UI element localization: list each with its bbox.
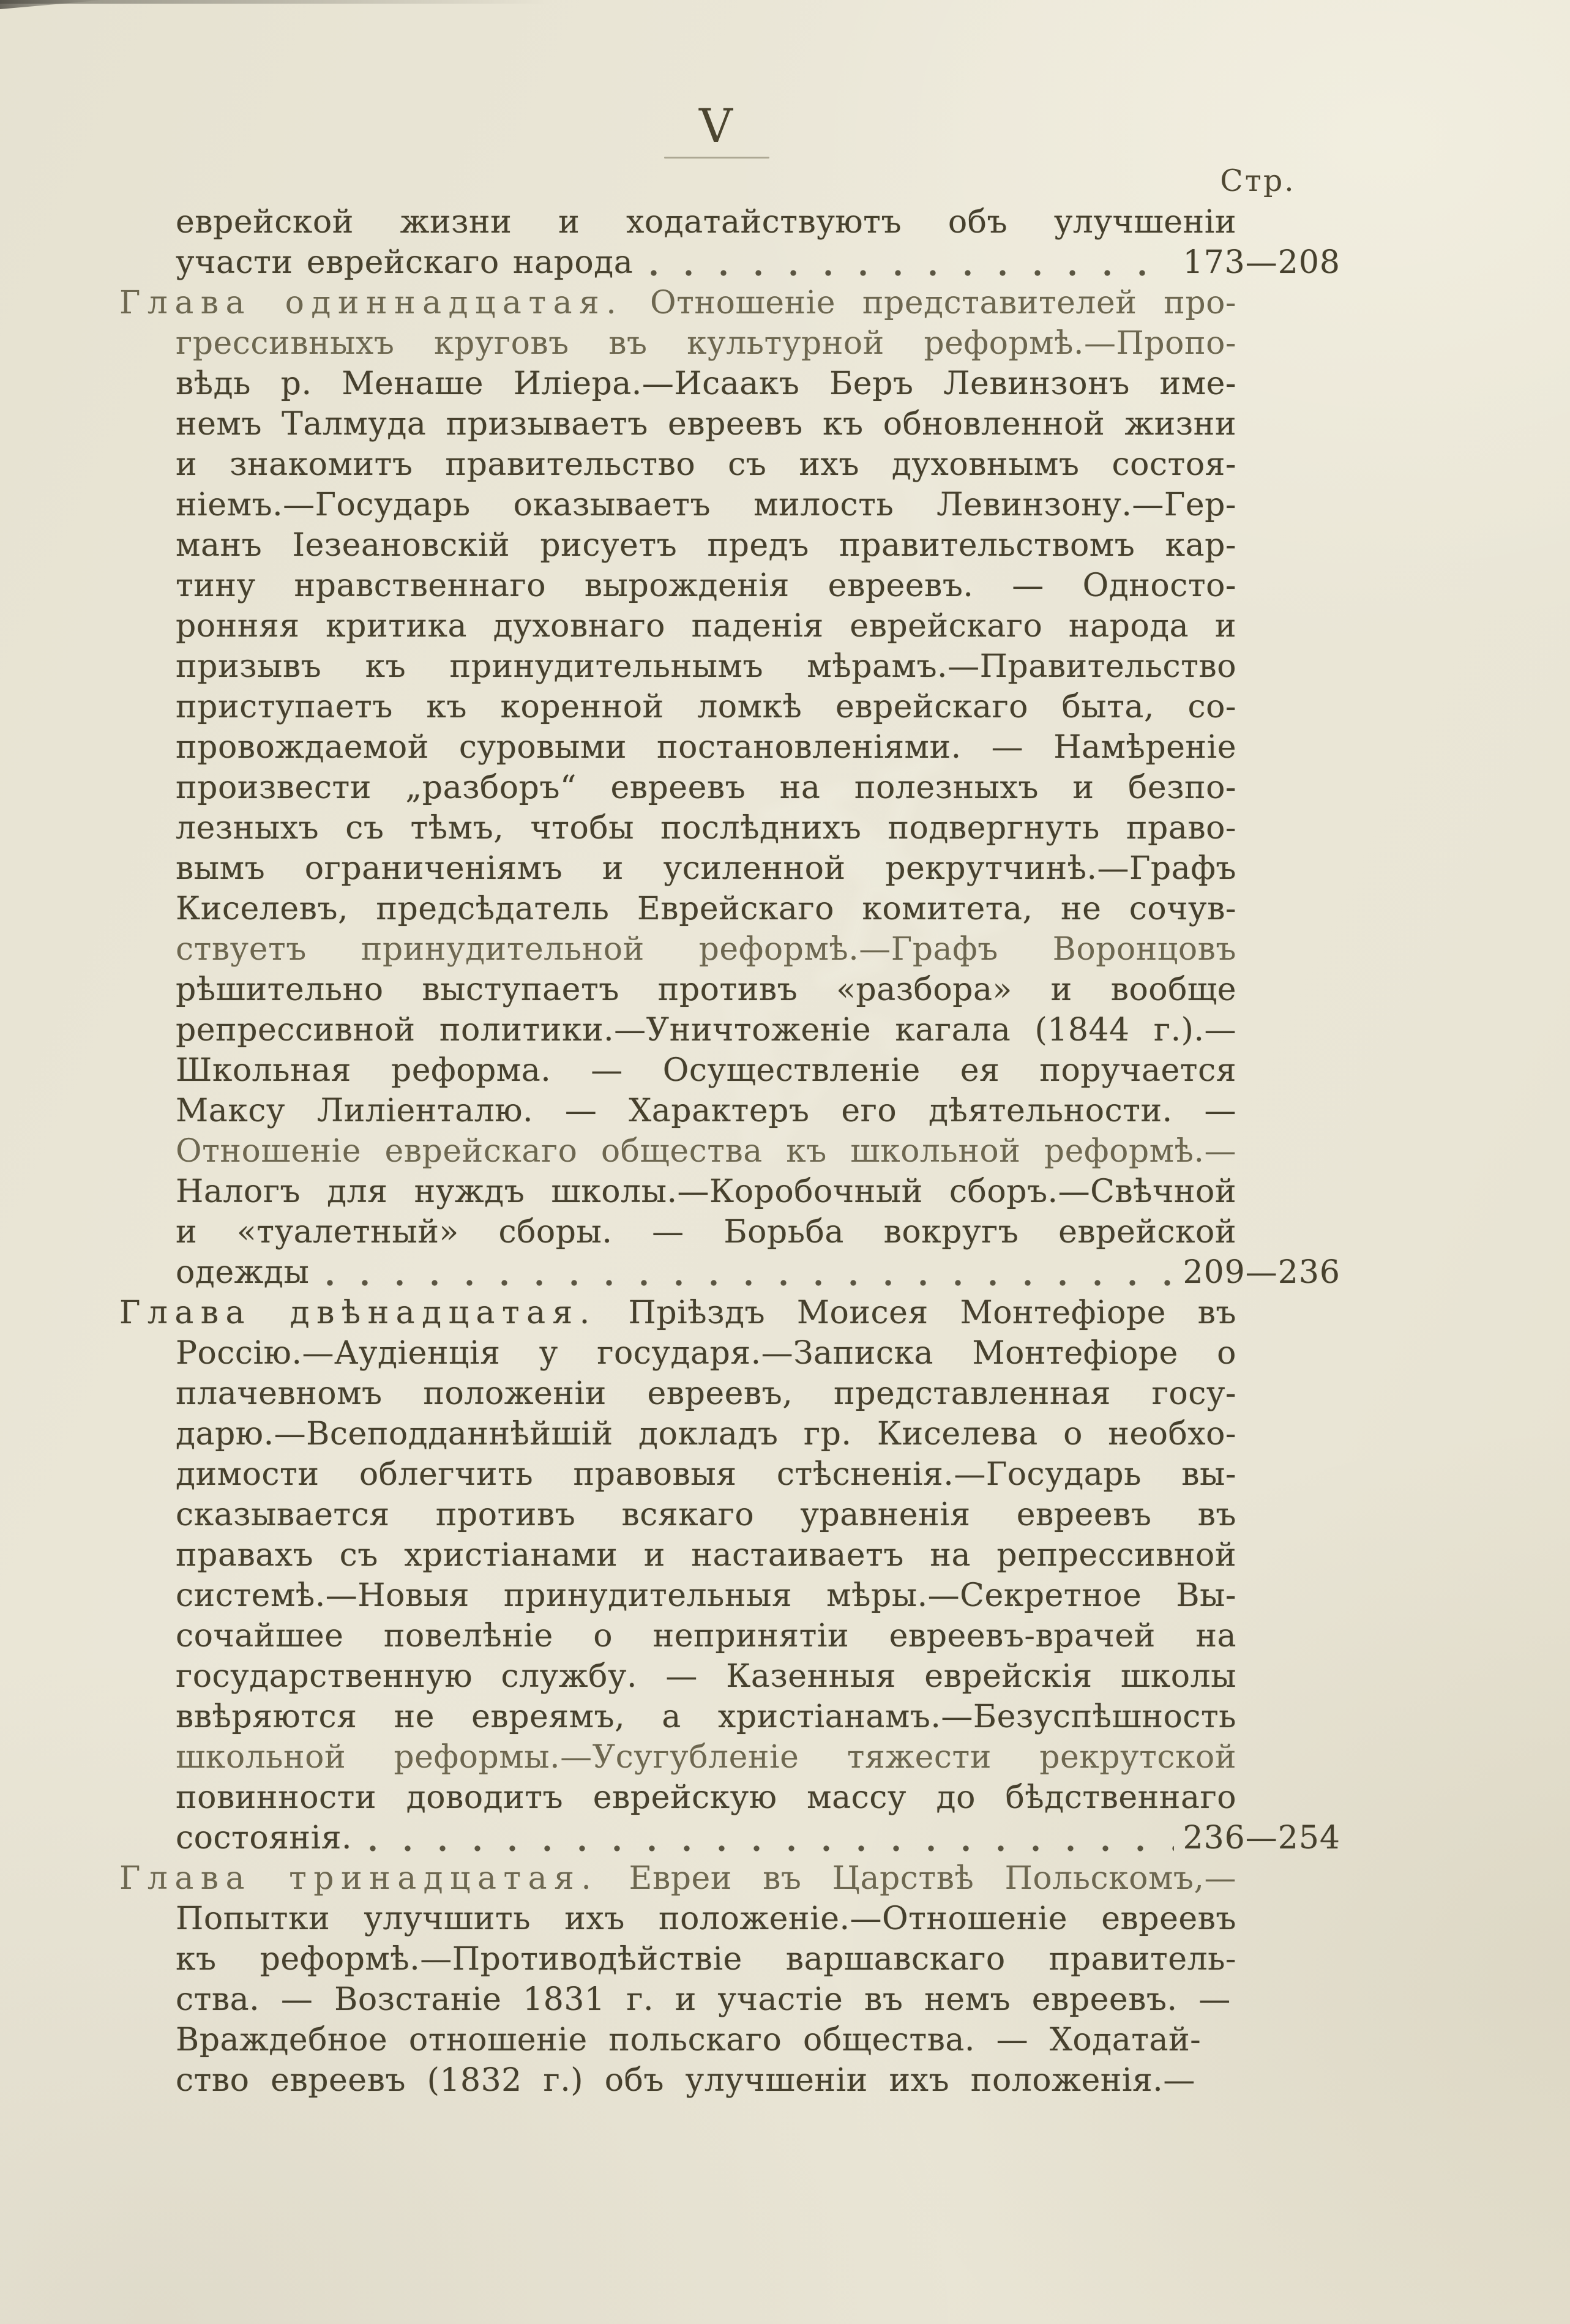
toc-line: Налогъ для нуждъ школы.—Коробочный сборъ.—Свѣчной bbox=[176, 1173, 1236, 1210]
toc-line-with-page-range bbox=[176, 1818, 1340, 1858]
toc-line: приступаетъ къ коренной ломкѣ еврейскаго быта, со- bbox=[176, 689, 1236, 725]
toc-line: ства. — Возстаніе 1831 г. и участіе въ немъ евреевъ. — bbox=[176, 1981, 1231, 2018]
toc-line-with-page-range bbox=[176, 1252, 1340, 1293]
scan-edge-artifact bbox=[0, 0, 551, 4]
chapter-heading: Глава двѣнадцатая. bbox=[119, 1295, 597, 1331]
toc-line: дарю.—Всеподданнѣйшій докладъ гр. Киселева о необхо- bbox=[176, 1416, 1236, 1452]
toc-line: Попытки улучшить ихъ положеніе.—Отношеніе евреевъ bbox=[176, 1900, 1236, 1937]
page-range: 236—254 bbox=[1183, 1820, 1340, 1856]
toc-line: повинности доводитъ еврейскую массу до бѣдственнаго bbox=[176, 1779, 1236, 1816]
toc-line: государственную службу. — Казенныя еврейскія школы bbox=[176, 1658, 1236, 1695]
page-range: 209—236 bbox=[1183, 1254, 1340, 1291]
toc-line: ронняя критика духовнаго паденія еврейскаго народа и bbox=[176, 608, 1236, 645]
table-of-contents bbox=[119, 202, 1340, 2101]
toc-line: призывъ къ принудительнымъ мѣрамъ.—Правительство bbox=[176, 648, 1236, 685]
toc-line: и знакомитъ правительство съ ихъ духовнымъ состоя- bbox=[176, 446, 1236, 483]
entry-end-text: одежды bbox=[176, 1254, 310, 1291]
chapter-first-line-text: Отношеніе представителей про- bbox=[650, 285, 1236, 321]
ink-showthrough-mark: Х bbox=[741, 698, 1025, 1048]
toc-line: Россію.—Аудіенція у государя.—Записка Монтефіоре о bbox=[176, 1335, 1236, 1372]
toc-line: лезныхъ съ тѣмъ, чтобы послѣднихъ подвергнуть право- bbox=[176, 810, 1236, 846]
ink-showthrough-mark: Ѵ bbox=[657, 934, 916, 1235]
toc-line: димости облегчить правовыя стѣсненія.—Государь вы- bbox=[176, 1456, 1236, 1493]
toc-entry bbox=[119, 1858, 1340, 2101]
chapter-heading: Глава тринадцатая. bbox=[119, 1860, 599, 1897]
toc-line: Отношеніе еврейскаго общества къ школьной реформѣ.— bbox=[176, 1133, 1236, 1170]
toc-line: ніемъ.—Государь оказываетъ милость Левинзону.—Гер- bbox=[176, 487, 1236, 523]
chapter-first-line-text: Пріѣздъ Моисея Монтефіоре въ bbox=[628, 1295, 1236, 1331]
chapter-heading: Глава одиннадцатая. bbox=[119, 285, 624, 321]
dot-leader bbox=[369, 1845, 1174, 1853]
toc-line-chapter-start bbox=[119, 1858, 1236, 1899]
page-column-header: Стр. bbox=[1220, 163, 1296, 198]
toc-line: къ реформѣ.—Противодѣйствіе варшавскаго правитель- bbox=[176, 1941, 1236, 1978]
chapter-first-line-text: Евреи въ Царствѣ Польскомъ,— bbox=[629, 1860, 1236, 1897]
toc-line: Школьная реформа. — Осуществленіе ея поручается bbox=[176, 1052, 1236, 1089]
toc-line-with-page-range bbox=[176, 242, 1340, 283]
toc-line: системѣ.—Новыя принудительныя мѣры.—Секретное Вы- bbox=[176, 1577, 1236, 1614]
page-range: 173—208 bbox=[1183, 244, 1340, 281]
toc-line-chapter-start bbox=[119, 1293, 1236, 1333]
toc-entry bbox=[119, 1293, 1340, 1858]
entry-end-text: участи еврейскаго народа bbox=[176, 244, 634, 281]
toc-line: правахъ съ христіанами и настаиваетъ на репрессивной bbox=[176, 1537, 1236, 1574]
toc-line: Максу Лиліенталю. — Характеръ его дѣятельности. — bbox=[176, 1093, 1236, 1129]
toc-line: грессивныхъ круговъ въ культурной реформѣ.—Пропо- bbox=[176, 325, 1236, 362]
ink-showthrough-mark: І bbox=[869, 422, 992, 651]
dot-leader bbox=[650, 269, 1174, 277]
toc-line: еврейской жизни и ходатайствуютъ объ улучшеніи bbox=[176, 204, 1236, 241]
toc-line: рѣшительно выступаетъ противъ «разбора» и вообще bbox=[176, 971, 1236, 1008]
toc-line: Враждебное отношеніе польскаго общества. — Ходатай- bbox=[176, 2022, 1202, 2058]
page-number: V bbox=[699, 99, 734, 153]
entry-end-text: состоянія. bbox=[176, 1820, 353, 1856]
toc-line: сочайшее повелѣніе о непринятіи евреевъ-врачей на bbox=[176, 1618, 1236, 1654]
toc-line: манъ Іезеановскій рисуетъ предъ правительствомъ кар- bbox=[176, 527, 1236, 564]
toc-line: Киселевъ, предсѣдатель Еврейскаго комитета, не сочув- bbox=[176, 891, 1236, 927]
toc-line: плачевномъ положеніи евреевъ, представленная госу- bbox=[176, 1375, 1236, 1412]
toc-entry bbox=[119, 202, 1340, 283]
toc-line: ствуетъ принудительной реформѣ.—Графъ Воронцовъ bbox=[176, 931, 1236, 968]
toc-line: школьной реформы.—Усугубленіе тяжести рекрутской bbox=[176, 1739, 1236, 1776]
dot-leader bbox=[326, 1279, 1174, 1287]
toc-line: и «туалетный» сборы. — Борьба вокругъ еврейской bbox=[176, 1214, 1236, 1250]
toc-line: ство евреевъ (1832 г.) объ улучшеніи ихъ положенія.— bbox=[176, 2062, 1195, 2099]
page-number-rule bbox=[664, 157, 769, 159]
toc-line-chapter-start bbox=[119, 283, 1236, 323]
toc-line: сказывается противъ всякаго уравненія евреевъ въ bbox=[176, 1496, 1236, 1533]
toc-line: провождаемой суровыми постановленіями. — Намѣреніе bbox=[176, 729, 1236, 766]
toc-entry bbox=[119, 283, 1340, 1293]
toc-line: тину нравственнаго вырожденія евреевъ. — Односто- bbox=[176, 567, 1236, 604]
toc-line: репрессивной политики.—Уничтоженіе кагала (1844 г.).— bbox=[176, 1012, 1236, 1048]
toc-line: немъ Талмуда призываетъ евреевъ къ обновленной жизни bbox=[176, 406, 1236, 443]
toc-line: ввѣряются не евреямъ, а христіанамъ.—Безуспѣшность bbox=[176, 1698, 1236, 1735]
toc-line: вымъ ограниченіямъ и усиленной рекрутчинѣ.—Графъ bbox=[176, 850, 1236, 887]
toc-line: произвести „разборъ“ евреевъ на полезныхъ и безпо- bbox=[176, 769, 1236, 806]
toc-line: вѣдь р. Менаше Иліера.—Исаакъ Беръ Левинзонъ име- bbox=[176, 365, 1236, 402]
